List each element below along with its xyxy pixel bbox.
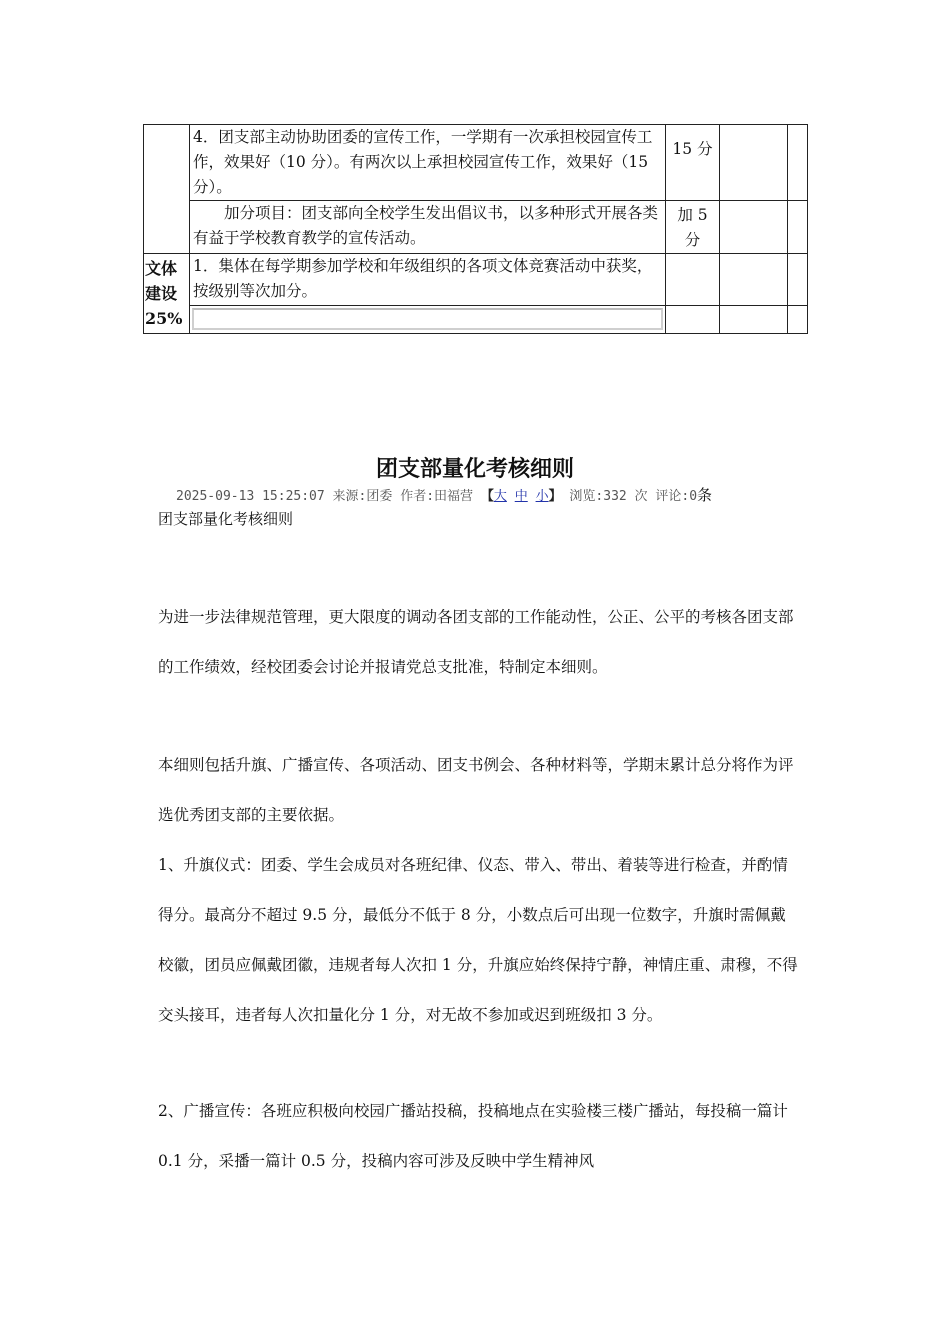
category-cell: 文体建设 25% (144, 254, 190, 334)
article-title: 团支部量化考核细则 (375, 457, 574, 482)
blank-cell (720, 254, 788, 306)
criteria-cell: 加分项目：团支部向全校学生发出倡议书，以多种形式开展各类有益于学校教育教学的宣传活动。 (190, 201, 666, 254)
paragraph: 为进一步法律规范管理，更大限度的调动各团支部的工作能动性，公正、公平的考核各团支部的工作绩效，经校团委会讨论并报请党总支批准，特制定本细则。 (158, 608, 794, 676)
assessment-table (143, 124, 808, 334)
meta-tail: 条 (697, 486, 713, 504)
font-size-large-link[interactable]: 大 (493, 489, 507, 504)
score-cell: 15 分 (666, 125, 720, 201)
criteria-cell: 4．团支部主动协助团委的宣传工作，一学期有一次承担校园宣传工作，效果好（10 分）。有两次以上承担校园宣传工作，效果好（15 分）。 (190, 125, 666, 201)
bracket-left: 【 (480, 489, 494, 504)
table-row (144, 125, 808, 201)
blank-cell (788, 306, 808, 334)
table-row (144, 306, 808, 334)
blank-cell (788, 254, 808, 306)
blank-cell (788, 125, 808, 201)
table-row (144, 254, 808, 306)
blank-cell (720, 201, 788, 254)
meta-views: 浏览:332 次 (569, 489, 648, 504)
blank-cell (720, 306, 788, 334)
paragraph: 本细则包括升旗、广播宣传、各项活动、团支书例会、各种材料等，学期末累计总分将作为评选优秀团支部的主要依据。 (158, 756, 794, 824)
criteria-cell: 1．集体在每学期参加学校和年级组织的各项文体竞赛活动中获奖，按级别等次加分。 (190, 254, 666, 306)
category-cell-empty (144, 125, 190, 254)
blank-cell (788, 201, 808, 254)
empty-field (190, 306, 666, 334)
meta-comments: 评论:0 (655, 489, 698, 504)
meta-date: 2025-09-13 15:25:07 (176, 489, 325, 504)
paragraph: 1、升旗仪式：团委、学生会成员对各班纪律、仪态、带入、带出、着装等进行检查，并酌情得分。最高分不超过 9.5 分，最低分不低于 8 分，小数点后可出现一位数字，升旗时需佩戴校徽，团员应佩戴团徽，违规者每人次扣 1 分，升旗应始终保持宁静，神情庄重、肃穆，不得交头接耳，违者每人次扣量化分 1 分，对无故不参加或迟到班级扣 3 分。 (158, 856, 798, 1024)
table-row (144, 201, 808, 254)
blank-cell (720, 125, 788, 201)
article-subtitle: 团支部量化考核细则 (158, 510, 294, 528)
font-size-medium-link[interactable]: 中 (514, 489, 528, 504)
meta-source: 来源:团委 (332, 489, 393, 504)
font-size-small-link[interactable]: 小 (535, 489, 549, 504)
meta-author: 作者:田福营 (400, 489, 474, 504)
paragraph: 2、广播宣传：各班应积极向校园广播站投稿，投稿地点在实验楼三楼广播站，每投稿一篇计 0.1 分，采播一篇计 0.5 分，投稿内容可涉及反映中学生精神风 (158, 1102, 788, 1170)
article-meta (176, 484, 712, 505)
blank-cell (666, 306, 720, 334)
bracket-right: 】 (548, 489, 562, 504)
blank-cell (666, 254, 720, 306)
score-cell: 加 5 分 (666, 201, 720, 254)
